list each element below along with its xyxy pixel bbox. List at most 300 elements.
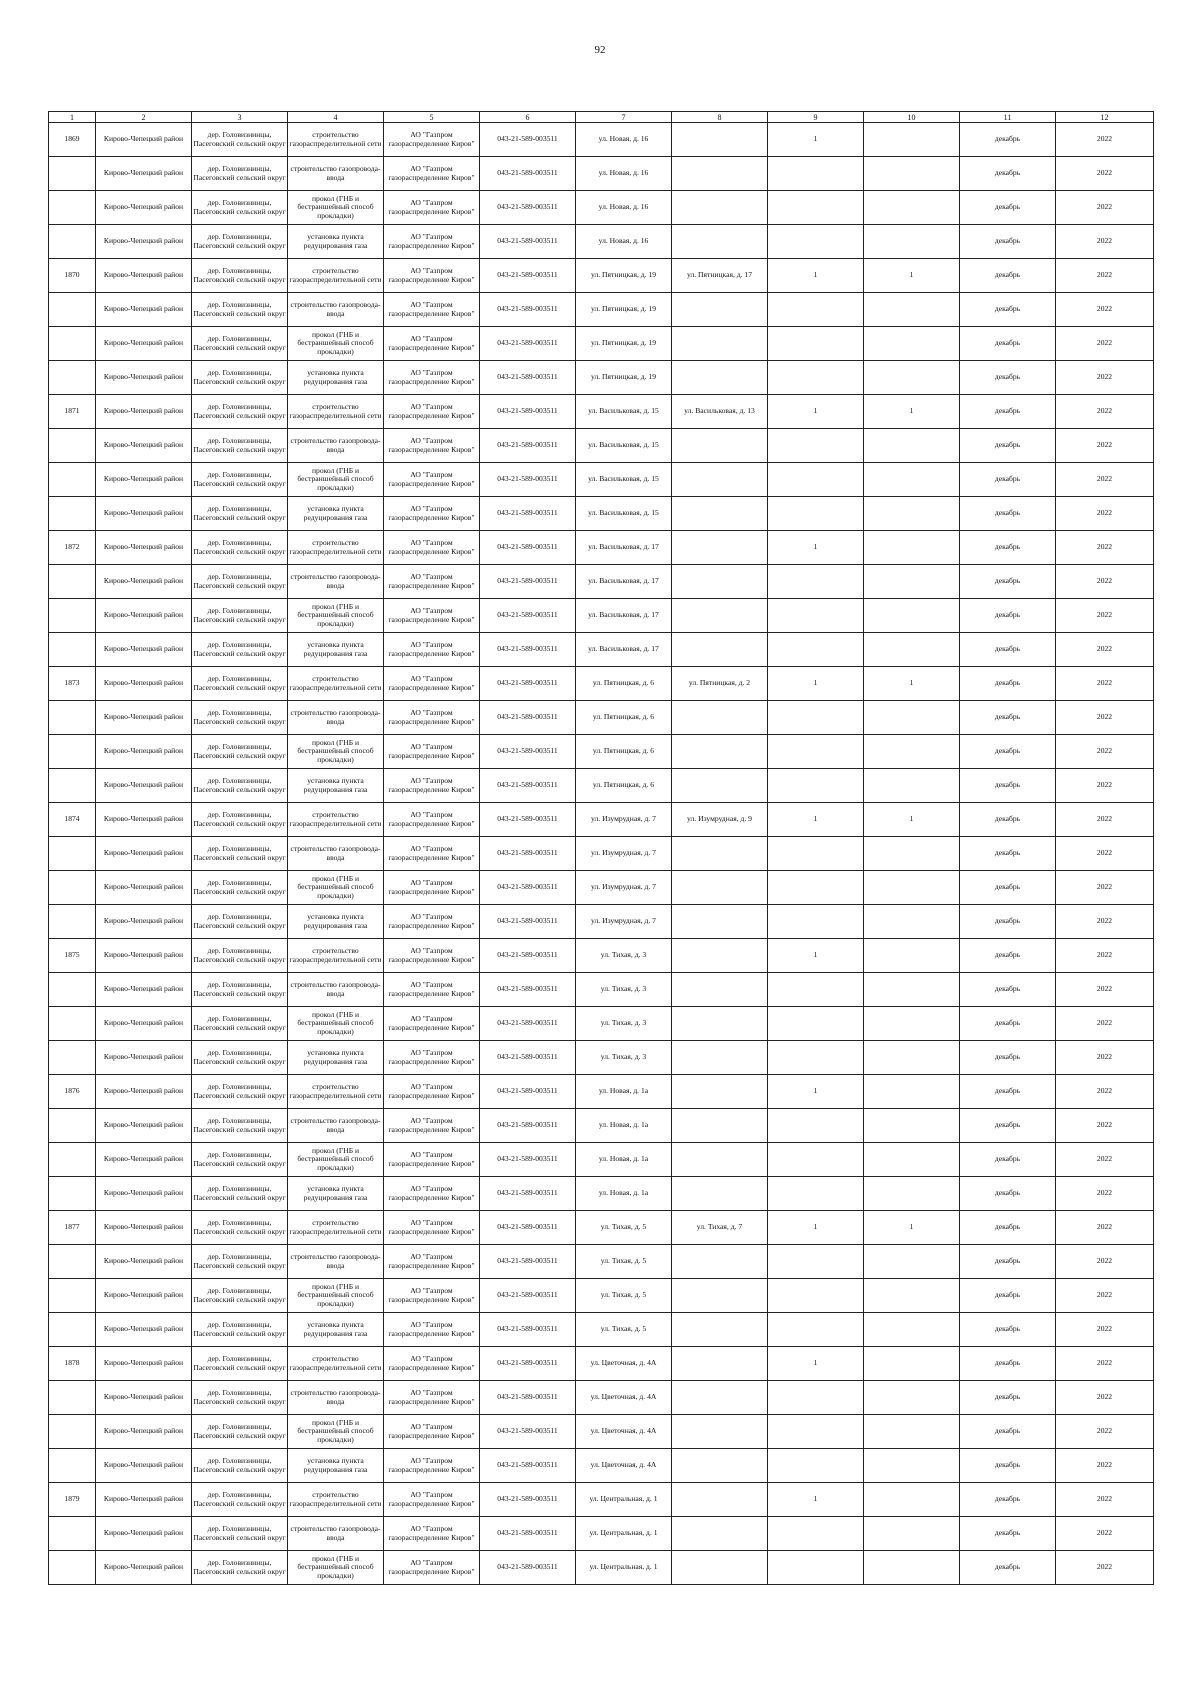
cell-text: Кирово-Чепецкий район — [103, 951, 184, 960]
cell-count-b — [864, 905, 960, 939]
cell-text: 1871 — [64, 407, 80, 416]
cell-text: прокол (ГНБ и бестраншейный способ прокладки) — [297, 1282, 374, 1308]
cell-text: 2022 — [1096, 1427, 1113, 1436]
cell-row-number — [49, 701, 96, 735]
column-header-7: 7 — [576, 112, 672, 123]
cell-district — [96, 1177, 192, 1211]
cell-inn — [480, 803, 576, 837]
cell-text: 043-21-589-003511 — [497, 305, 558, 314]
cell-text: декабрь — [994, 611, 1021, 620]
cell-text: АО "Газпром газораспределение Киров" — [388, 232, 475, 250]
cell-count-b — [864, 157, 960, 191]
cell-work-type — [288, 701, 384, 735]
cell-year — [1056, 769, 1154, 803]
cell-district — [96, 1313, 192, 1347]
cell-organization — [384, 599, 480, 633]
cell-year — [1056, 1347, 1154, 1381]
cell-text: АО "Газпром газораспределение Киров" — [388, 1082, 475, 1100]
cell-inn — [480, 1449, 576, 1483]
cell-text: 2022 — [1096, 611, 1113, 620]
cell-district — [96, 1415, 192, 1449]
cell-inn — [480, 1415, 576, 1449]
cell-organization — [384, 293, 480, 327]
cell-text: дер. Головизнинцы, Пасеговский сельский округ — [193, 946, 286, 964]
cell-district — [96, 905, 192, 939]
cell-text: установка пункта редуцирования газа — [303, 1048, 368, 1066]
cell-address — [576, 871, 672, 905]
cell-count-a — [768, 1245, 864, 1279]
cell-work-type — [288, 1381, 384, 1415]
cell-count-b — [864, 1279, 960, 1313]
cell-count-a — [768, 837, 864, 871]
cell-text: Кирово-Чепецкий район — [103, 917, 184, 926]
cell-address — [576, 735, 672, 769]
cell-text: декабрь — [994, 645, 1021, 654]
cell-text: 1 — [813, 407, 818, 416]
cell-inn — [480, 157, 576, 191]
cell-organization — [384, 769, 480, 803]
cell-text: 2022 — [1096, 645, 1113, 654]
cell-settlement — [192, 293, 288, 327]
cell-settlement — [192, 1041, 288, 1075]
cell-text: Кирово-Чепецкий район — [103, 1053, 184, 1062]
table-row — [49, 293, 1154, 327]
cell-organization — [384, 973, 480, 1007]
cell-count-b — [864, 463, 960, 497]
cell-text: ул. Тихая, д. 3 — [600, 985, 647, 994]
cell-organization — [384, 1483, 480, 1517]
cell-text: 2022 — [1096, 1189, 1113, 1198]
cell-district — [96, 157, 192, 191]
cell-row-number — [49, 837, 96, 871]
cell-text: прокол (ГНБ и бестраншейный способ прокладки) — [297, 1146, 374, 1172]
table-row — [49, 1517, 1154, 1551]
table-row — [49, 531, 1154, 565]
column-header-1: 1 — [49, 112, 96, 123]
cell-work-type — [288, 497, 384, 531]
cell-text: ул. Пятницкая, д. 19 — [590, 339, 657, 348]
cell-text: Кирово-Чепецкий район — [103, 849, 184, 858]
cell-neighbor-address — [672, 973, 768, 1007]
cell-district — [96, 1517, 192, 1551]
cell-work-type — [288, 191, 384, 225]
cell-text: ул. Изумрудная, д. 7 — [591, 883, 656, 892]
cell-inn — [480, 701, 576, 735]
cell-text: Кирово-Чепецкий район — [103, 1325, 184, 1334]
cell-settlement — [192, 1313, 288, 1347]
cell-count-a — [768, 633, 864, 667]
table-row — [49, 769, 1154, 803]
table-row — [49, 1075, 1154, 1109]
cell-text: ул. Тихая, д. 3 — [600, 1019, 647, 1028]
cell-count-b — [864, 327, 960, 361]
cell-text: Кирово-Чепецкий район — [103, 271, 184, 280]
cell-settlement — [192, 565, 288, 599]
cell-settlement — [192, 667, 288, 701]
cell-text: 1 — [813, 135, 818, 144]
cell-count-a — [768, 225, 864, 259]
cell-text: 043-21-589-003511 — [497, 475, 558, 484]
cell-work-type — [288, 1313, 384, 1347]
table-row — [49, 1279, 1154, 1313]
table-row — [49, 735, 1154, 769]
cell-organization — [384, 395, 480, 429]
cell-text: АО "Газпром газораспределение Киров" — [388, 912, 475, 930]
cell-work-type — [288, 123, 384, 157]
cell-month — [960, 1449, 1056, 1483]
cell-organization — [384, 837, 480, 871]
cell-count-b — [864, 1313, 960, 1347]
cell-month — [960, 225, 1056, 259]
cell-count-b — [864, 531, 960, 565]
cell-count-b — [864, 939, 960, 973]
cell-count-a — [768, 1177, 864, 1211]
cell-text: дер. Головизнинцы, Пасеговский сельский округ — [193, 1286, 286, 1304]
cell-inn — [480, 191, 576, 225]
cell-row-number — [49, 123, 96, 157]
cell-inn — [480, 361, 576, 395]
table-row — [49, 463, 1154, 497]
cell-month — [960, 871, 1056, 905]
cell-row-number — [49, 939, 96, 973]
cell-text: АО "Газпром газораспределение Киров" — [388, 402, 475, 420]
cell-month — [960, 395, 1056, 429]
cell-text: установка пункта редуцирования газа — [303, 1184, 368, 1202]
cell-text: установка пункта редуцирования газа — [303, 640, 368, 658]
column-header-12: 12 — [1056, 112, 1154, 123]
cell-text: дер. Головизнинцы, Пасеговский сельский округ — [193, 504, 286, 522]
cell-text: 043-21-589-003511 — [497, 985, 558, 994]
cell-text: прокол (ГНБ и бестраншейный способ прокладки) — [297, 194, 374, 220]
cell-address — [576, 191, 672, 225]
cell-year — [1056, 667, 1154, 701]
cell-text: АО "Газпром газораспределение Киров" — [388, 1252, 475, 1270]
cell-inn — [480, 1347, 576, 1381]
cell-month — [960, 1177, 1056, 1211]
table-row — [49, 565, 1154, 599]
cell-row-number — [49, 769, 96, 803]
cell-neighbor-address — [672, 225, 768, 259]
cell-month — [960, 123, 1056, 157]
cell-row-number — [49, 1449, 96, 1483]
cell-row-number — [49, 871, 96, 905]
cell-address — [576, 769, 672, 803]
cell-organization — [384, 1041, 480, 1075]
cell-organization — [384, 361, 480, 395]
cell-text: строительство газопровода-ввода — [290, 300, 381, 318]
cell-text: Кирово-Чепецкий район — [103, 169, 184, 178]
cell-year — [1056, 1245, 1154, 1279]
cell-text: 2022 — [1096, 509, 1113, 518]
cell-text: декабрь — [994, 407, 1021, 416]
cell-neighbor-address — [672, 191, 768, 225]
cell-month — [960, 1007, 1056, 1041]
cell-text: 1 — [813, 679, 818, 688]
table-row — [49, 1449, 1154, 1483]
cell-text: 2022 — [1096, 1087, 1113, 1096]
cell-count-b — [864, 973, 960, 1007]
cell-text: 2022 — [1096, 441, 1113, 450]
cell-address — [576, 1551, 672, 1585]
cell-work-type — [288, 1041, 384, 1075]
cell-text: АО "Газпром газораспределение Киров" — [388, 606, 475, 624]
table-row — [49, 1347, 1154, 1381]
cell-text: Кирово-Чепецкий район — [103, 305, 184, 314]
cell-text: АО "Газпром газораспределение Киров" — [388, 470, 475, 488]
table-row — [49, 973, 1154, 1007]
cell-text: дер. Головизнинцы, Пасеговский сельский округ — [193, 198, 286, 216]
cell-count-b — [864, 395, 960, 429]
cell-count-a — [768, 1313, 864, 1347]
cell-text: прокол (ГНБ и бестраншейный способ прокладки) — [297, 738, 374, 764]
cell-text: ул. Тихая, д. 3 — [600, 951, 647, 960]
cell-count-b — [864, 1551, 960, 1585]
cell-settlement — [192, 1279, 288, 1313]
cell-work-type — [288, 429, 384, 463]
cell-count-a — [768, 701, 864, 735]
cell-organization — [384, 1313, 480, 1347]
cell-work-type — [288, 1449, 384, 1483]
cell-count-b — [864, 667, 960, 701]
cell-text: ул. Васильковая, д. 17 — [588, 543, 659, 552]
cell-address — [576, 1313, 672, 1347]
cell-year — [1056, 1143, 1154, 1177]
cell-address — [576, 395, 672, 429]
cell-count-b — [864, 1109, 960, 1143]
cell-row-number — [49, 633, 96, 667]
cell-count-b — [864, 803, 960, 837]
cell-organization — [384, 1177, 480, 1211]
cell-address — [576, 463, 672, 497]
cell-text: декабрь — [994, 951, 1021, 960]
cell-settlement — [192, 871, 288, 905]
table-row — [49, 123, 1154, 157]
cell-text: декабрь — [994, 577, 1021, 586]
table-row — [49, 1313, 1154, 1347]
cell-organization — [384, 1449, 480, 1483]
cell-settlement — [192, 361, 288, 395]
cell-text: Кирово-Чепецкий район — [103, 611, 184, 620]
cell-month — [960, 1211, 1056, 1245]
cell-inn — [480, 667, 576, 701]
cell-count-b — [864, 1211, 960, 1245]
cell-month — [960, 531, 1056, 565]
cell-district — [96, 1279, 192, 1313]
cell-neighbor-address — [672, 871, 768, 905]
cell-organization — [384, 1109, 480, 1143]
cell-text: прокол (ГНБ и бестраншейный способ прокладки) — [297, 602, 374, 628]
cell-text: АО "Газпром газораспределение Киров" — [388, 1320, 475, 1338]
cell-text: 2022 — [1096, 713, 1113, 722]
cell-text: дер. Головизнинцы, Пасеговский сельский округ — [193, 1558, 286, 1576]
cell-text: декабрь — [994, 1359, 1021, 1368]
cell-neighbor-address — [672, 1245, 768, 1279]
cell-organization — [384, 123, 480, 157]
cell-text: 043-21-589-003511 — [497, 1223, 558, 1232]
cell-text: АО "Газпром газораспределение Киров" — [388, 776, 475, 794]
cell-text: 2022 — [1096, 407, 1113, 416]
cell-inn — [480, 1483, 576, 1517]
cell-text: 043-21-589-003511 — [497, 781, 558, 790]
cell-text: Кирово-Чепецкий район — [103, 1461, 184, 1470]
cell-neighbor-address — [672, 837, 768, 871]
cell-settlement — [192, 497, 288, 531]
cell-text: строительство газопровода-ввода — [290, 708, 381, 726]
cell-text: 043-21-589-003511 — [497, 1019, 558, 1028]
cell-text: 043-21-589-003511 — [497, 135, 558, 144]
cell-address — [576, 1415, 672, 1449]
cell-text: 2022 — [1096, 883, 1113, 892]
cell-text: Кирово-Чепецкий район — [103, 1155, 184, 1164]
table-row — [49, 1415, 1154, 1449]
cell-text: ул. Васильковая, д. 17 — [588, 645, 659, 654]
cell-work-type — [288, 361, 384, 395]
cell-text: 1 — [813, 951, 818, 960]
cell-text: ул. Пятницкая, д. 6 — [592, 713, 655, 722]
cell-text: 043-21-589-003511 — [497, 577, 558, 586]
cell-year — [1056, 1041, 1154, 1075]
cell-organization — [384, 157, 480, 191]
cell-settlement — [192, 259, 288, 293]
cell-organization — [384, 1075, 480, 1109]
cell-count-a — [768, 939, 864, 973]
cell-district — [96, 1551, 192, 1585]
cell-row-number — [49, 1381, 96, 1415]
cell-text: Кирово-Чепецкий район — [103, 815, 184, 824]
cell-text: АО "Газпром газораспределение Киров" — [388, 198, 475, 216]
cell-district — [96, 259, 192, 293]
cell-year — [1056, 633, 1154, 667]
cell-text: 043-21-589-003511 — [497, 169, 558, 178]
cell-neighbor-address — [672, 905, 768, 939]
cell-text: Кирово-Чепецкий район — [103, 985, 184, 994]
cell-neighbor-address — [672, 497, 768, 531]
cell-work-type — [288, 395, 384, 429]
cell-text: декабрь — [994, 543, 1021, 552]
cell-text: дер. Головизнинцы, Пасеговский сельский округ — [193, 1320, 286, 1338]
cell-district — [96, 837, 192, 871]
cell-text: 043-21-589-003511 — [497, 1189, 558, 1198]
cell-text: 043-21-589-003511 — [497, 645, 558, 654]
cell-district — [96, 395, 192, 429]
cell-text: дер. Головизнинцы, Пасеговский сельский округ — [193, 368, 286, 386]
cell-text: 043-21-589-003511 — [497, 1325, 558, 1334]
cell-address — [576, 565, 672, 599]
cell-text: 043-21-589-003511 — [497, 917, 558, 926]
cell-text: дер. Головизнинцы, Пасеговский сельский округ — [193, 810, 286, 828]
cell-text: Кирово-Чепецкий район — [103, 1529, 184, 1538]
cell-count-b — [864, 1517, 960, 1551]
cell-district — [96, 1041, 192, 1075]
cell-text: ул. Васильковая, д. 15 — [588, 509, 659, 518]
cell-work-type — [288, 1551, 384, 1585]
cell-text: декабрь — [994, 441, 1021, 450]
cell-row-number — [49, 1143, 96, 1177]
cell-count-a — [768, 599, 864, 633]
cell-inn — [480, 1143, 576, 1177]
table-body — [49, 123, 1154, 1585]
cell-organization — [384, 497, 480, 531]
cell-settlement — [192, 1143, 288, 1177]
cell-year — [1056, 1415, 1154, 1449]
cell-neighbor-address — [672, 1313, 768, 1347]
cell-text: 2022 — [1096, 475, 1113, 484]
cell-district — [96, 769, 192, 803]
cell-address — [576, 1143, 672, 1177]
cell-text: дер. Головизнинцы, Пасеговский сельский округ — [193, 164, 286, 182]
cell-text: 2022 — [1096, 849, 1113, 858]
cell-count-b — [864, 769, 960, 803]
cell-settlement — [192, 225, 288, 259]
cell-district — [96, 939, 192, 973]
cell-year — [1056, 259, 1154, 293]
cell-text: АО "Газпром газораспределение Киров" — [388, 640, 475, 658]
cell-settlement — [192, 1007, 288, 1041]
cell-organization — [384, 429, 480, 463]
cell-year — [1056, 1007, 1154, 1041]
column-header-5: 5 — [384, 112, 480, 123]
cell-text: АО "Газпром газораспределение Киров" — [388, 878, 475, 896]
cell-settlement — [192, 1109, 288, 1143]
cell-row-number — [49, 157, 96, 191]
cell-neighbor-address — [672, 1449, 768, 1483]
cell-text: 043-21-589-003511 — [497, 339, 558, 348]
cell-year — [1056, 1449, 1154, 1483]
cell-text: 2022 — [1096, 373, 1113, 382]
cell-text: дер. Головизнинцы, Пасеговский сельский округ — [193, 1456, 286, 1474]
cell-text: Кирово-Чепецкий район — [103, 135, 184, 144]
cell-text: 1873 — [64, 679, 80, 688]
table-row — [49, 1211, 1154, 1245]
cell-organization — [384, 531, 480, 565]
cell-settlement — [192, 769, 288, 803]
cell-text: АО "Газпром газораспределение Киров" — [388, 436, 475, 454]
cell-text: 2022 — [1096, 237, 1113, 246]
cell-month — [960, 463, 1056, 497]
cell-inn — [480, 905, 576, 939]
cell-organization — [384, 225, 480, 259]
cell-count-b — [864, 123, 960, 157]
cell-text: 2022 — [1096, 917, 1113, 926]
cell-text: 043-21-589-003511 — [497, 543, 558, 552]
cell-year — [1056, 1075, 1154, 1109]
cell-work-type — [288, 293, 384, 327]
cell-row-number — [49, 565, 96, 599]
cell-text: ул. Новая, д. 16 — [598, 237, 649, 246]
cell-address — [576, 1279, 672, 1313]
column-header-8: 8 — [672, 112, 768, 123]
table-row — [49, 327, 1154, 361]
cell-text: ул. Васильковая, д. 15 — [588, 407, 659, 416]
cell-organization — [384, 1279, 480, 1313]
cell-text: 2022 — [1096, 1325, 1113, 1334]
cell-text: декабрь — [994, 985, 1021, 994]
cell-organization — [384, 565, 480, 599]
cell-inn — [480, 769, 576, 803]
cell-text: установка пункта редуцирования газа — [303, 368, 368, 386]
cell-address — [576, 905, 672, 939]
cell-text: АО "Газпром газораспределение Киров" — [388, 742, 475, 760]
cell-inn — [480, 463, 576, 497]
cell-text: декабрь — [994, 883, 1021, 892]
cell-text: дер. Головизнинцы, Пасеговский сельский округ — [193, 1184, 286, 1202]
cell-neighbor-address — [672, 463, 768, 497]
cell-organization — [384, 939, 480, 973]
cell-row-number — [49, 1279, 96, 1313]
cell-work-type — [288, 939, 384, 973]
cell-count-b — [864, 1143, 960, 1177]
cell-text: ул. Пятницкая, д. 19 — [590, 271, 657, 280]
